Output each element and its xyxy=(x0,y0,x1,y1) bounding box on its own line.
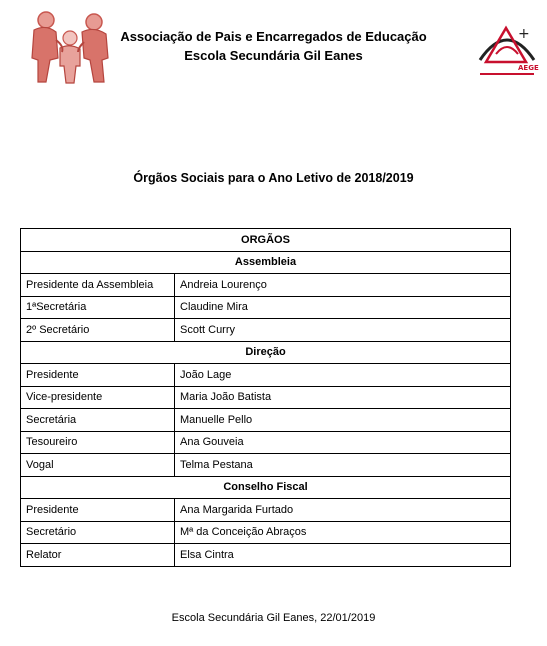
role-cell: Vice-presidente xyxy=(21,386,175,409)
person-cell: Manuelle Pello xyxy=(175,409,511,432)
person-cell: Elsa Cintra xyxy=(175,544,511,567)
table-row xyxy=(21,499,511,522)
header-line-association: Associação de Pais e Encarregados de Educação xyxy=(120,29,427,44)
association-header xyxy=(0,27,547,65)
role-cell: Presidente xyxy=(21,364,175,387)
table-row xyxy=(21,521,511,544)
person-cell: Maria João Batista xyxy=(175,386,511,409)
social-organs-table xyxy=(20,228,511,567)
person-cell: Scott Curry xyxy=(175,319,511,342)
role-cell: Tesoureiro xyxy=(21,431,175,454)
header-line-school: Escola Secundária Gil Eanes xyxy=(184,48,363,63)
table-body xyxy=(21,229,511,567)
table-row xyxy=(21,454,511,477)
table-row xyxy=(21,364,511,387)
person-cell: Telma Pestana xyxy=(175,454,511,477)
section-header-row xyxy=(21,341,511,364)
role-cell: 1ªSecretária xyxy=(21,296,175,319)
document-footer: Escola Secundária Gil Eanes, 22/01/2019 xyxy=(171,612,376,624)
role-cell: Vogal xyxy=(21,454,175,477)
person-cell: João Lage xyxy=(175,364,511,387)
table-title-row xyxy=(21,229,511,252)
person-cell: Andreia Lourenço xyxy=(175,274,511,297)
section-header-row xyxy=(21,476,511,499)
table-row xyxy=(21,274,511,297)
svg-text:+: + xyxy=(518,26,530,42)
table-row xyxy=(21,544,511,567)
role-cell: Relator xyxy=(21,544,175,567)
aege-logo-icon xyxy=(474,14,540,82)
table-row xyxy=(21,296,511,319)
role-cell: 2º Secretário xyxy=(21,319,175,342)
table-row xyxy=(21,409,511,432)
table-title: ORGÃOS xyxy=(21,229,511,252)
section-name: Direção xyxy=(21,341,511,364)
role-cell: Secretário xyxy=(21,521,175,544)
person-cell: Ana Margarida Furtado xyxy=(175,499,511,522)
section-header-row xyxy=(21,251,511,274)
table-row xyxy=(21,431,511,454)
person-cell: Mª da Conceição Abraços xyxy=(175,521,511,544)
table-row xyxy=(21,386,511,409)
role-cell: Presidente da Assembleia xyxy=(21,274,175,297)
page-title: Órgãos Sociais para o Ano Letivo de 2018/2019 xyxy=(133,171,414,185)
person-cell: Claudine Mira xyxy=(175,296,511,319)
role-cell: Presidente xyxy=(21,499,175,522)
role-cell: Secretária xyxy=(21,409,175,432)
section-name: Conselho Fiscal xyxy=(21,476,511,499)
table-row xyxy=(21,319,511,342)
section-name: Assembleia xyxy=(21,251,511,274)
person-cell: Ana Gouveia xyxy=(175,431,511,454)
aege-logo-text: AEGE xyxy=(518,64,539,72)
